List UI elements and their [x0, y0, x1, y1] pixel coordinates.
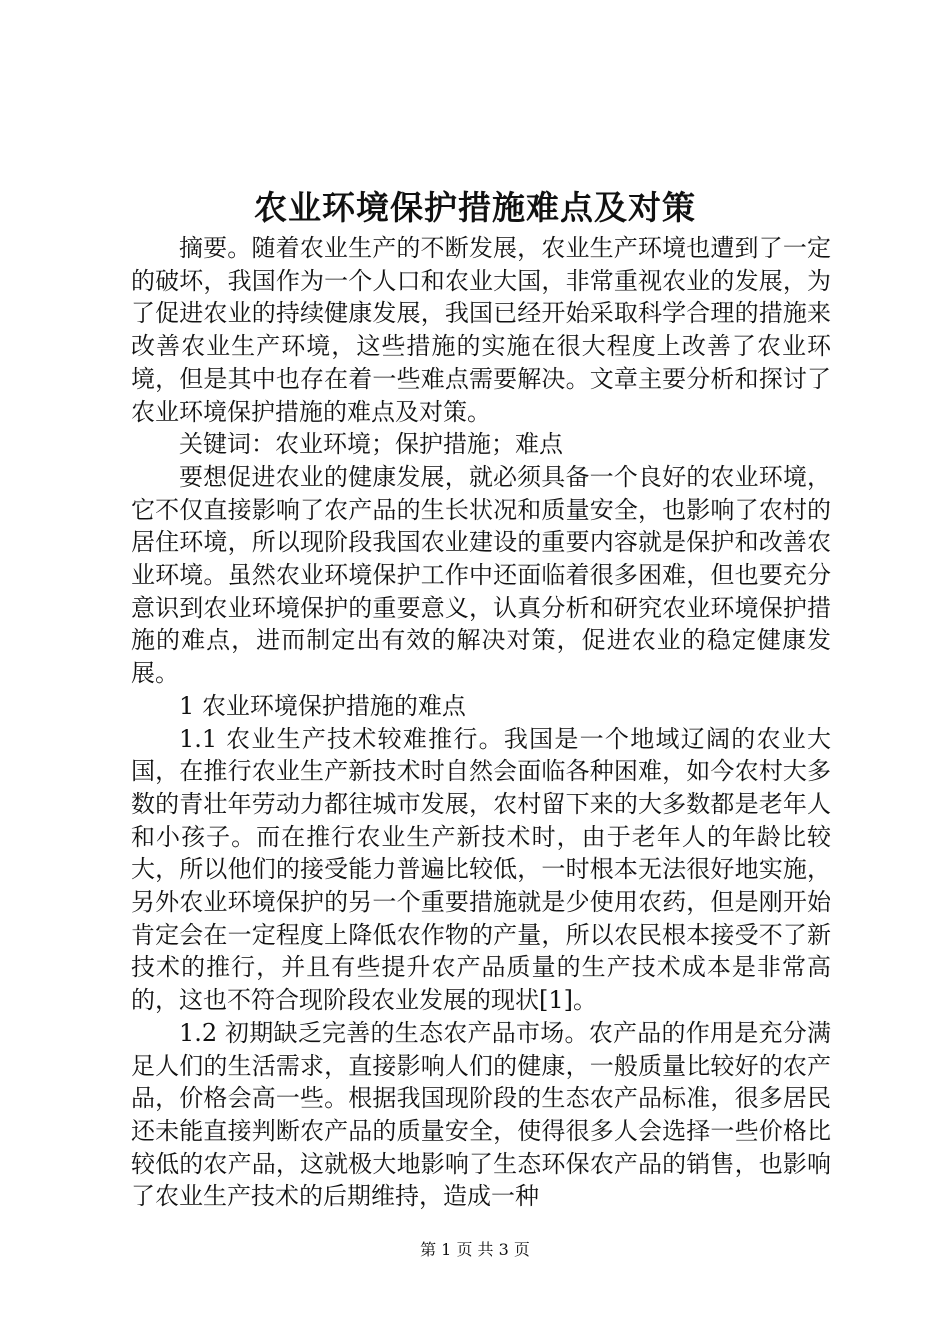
subsection-1-2-paragraph: 1.2 初期缺乏完善的生态农产品市场。农产品的作用是充分满足人们的生活需求，直接影响人们的健康，一般质量比较好的农产品，价格会高一些。根据我国现阶段的生态农产品标准，很多居民还未能直接判断农产品的质量安全，使得很多人会选择一些价格比较低的农产品，这就极大地影响了生态环保农产品的销售，也影响了农业生产技术的后期维持，造成一种: [131, 1018, 831, 1211]
abstract-paragraph: 摘要。随着农业生产的不断发展，农业生产环境也遭到了一定的破坏，我国作为一个人口和农业大国，非常重视农业的发展，为了促进农业的持续健康发展，我国已经开始采取科学合理的措施来改善农业生产环境，这些措施的实施在很大程度上改善了农业环境，但是其中也存在着一些难点需要解决。文章主要分析和探讨了农业环境保护措施的难点及对策。: [131, 234, 831, 426]
document-body: [131, 232, 831, 1213]
keywords-paragraph: 关键词：农业环境；保护措施；难点: [179, 430, 563, 459]
section-heading: 1 农业环境保护措施的难点: [179, 691, 466, 720]
subsection-1-1-paragraph: 1.1 农业生产技术较难推行。我国是一个地域辽阔的农业大国，在推行农业生产新技术时自然会面临各种困难，如今农村大多数的青壮年劳动力都往城市发展，农村留下来的大多数都是老年人和小孩子。而在推行农业生产新技术时，由于老年人的年龄比较大，所以他们的接受能力普遍比较低，一时根本无法很好地实施，另外农业环境保护的另一个重要措施就是少使用农药，但是刚开始肯定会在一定程度上降低农作物的产量，所以农民根本接受不了新技术的推行，并且有些提升农产品质量的生产技术成本是非常高的，这也不符合现阶段农业发展的现状[1]。: [131, 724, 831, 1015]
intro-paragraph: 要想促进农业的健康发展，就必须具备一个良好的农业环境，它不仅直接影响了农产品的生长状况和质量安全，也影响了农村的居住环境，所以现阶段我国农业建设的重要内容就是保护和改善农业环境。虽然农业环境保护工作中还面临着很多困难，但也要充分意识到农业环境保护的重要意义，认真分析和研究农业环境保护措施的难点，进而制定出有效的解决对策，促进农业的稳定健康发展。: [131, 462, 831, 688]
page-footer: 第 1 页 共 3 页: [420, 1240, 530, 1259]
document-title: 农业环境保护措施难点及对策: [254, 188, 696, 227]
